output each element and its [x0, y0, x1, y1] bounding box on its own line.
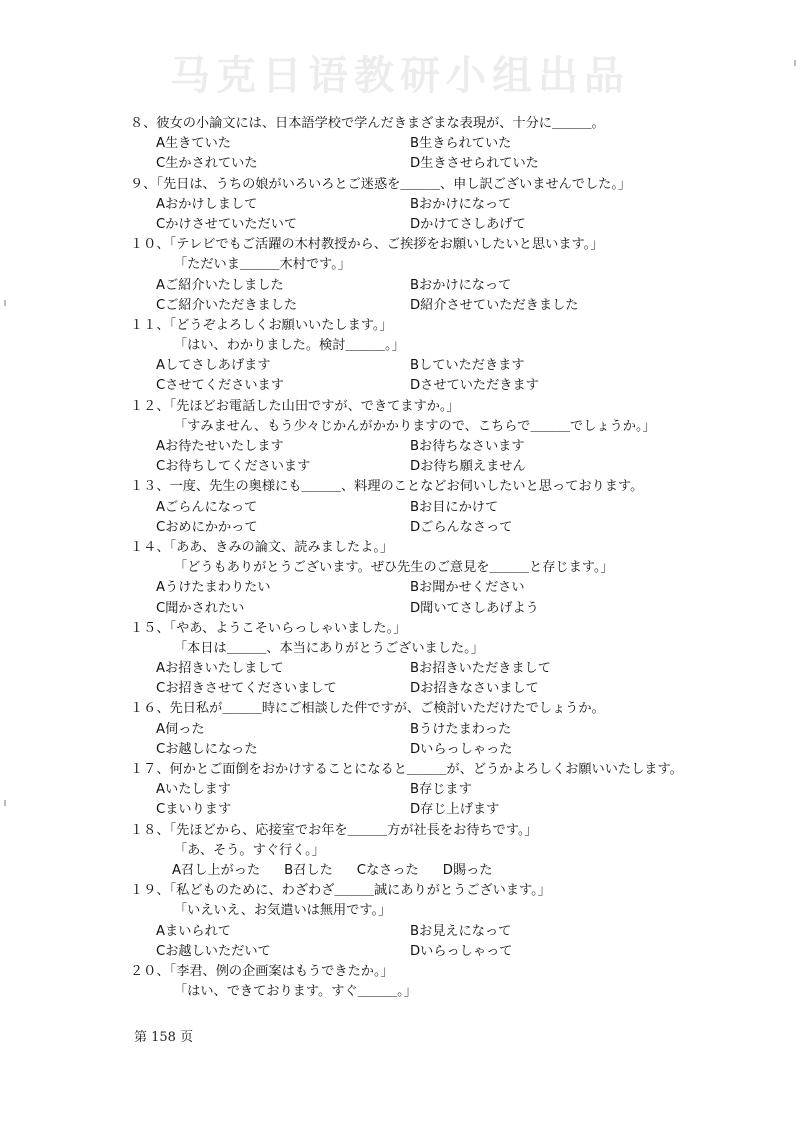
question-stem: １４、「ああ、きみの論文、読みましたよ。」 — [130, 539, 394, 555]
answer-option: Aいたします — [156, 782, 231, 798]
answer-option: A生きていた — [156, 136, 231, 152]
answer-option: Cお待ちしてくださいます — [156, 459, 311, 475]
option-row — [130, 800, 780, 820]
option-row — [130, 215, 780, 235]
answer-option: Cおめにかかって — [156, 519, 258, 535]
option-row — [130, 376, 780, 396]
answer-option: Bお待ちなさいます — [410, 439, 525, 454]
dialogue-reply: 「本日は＿＿＿、本当にありがとうございました。」 — [174, 640, 484, 656]
option-row — [130, 720, 780, 740]
option-row — [130, 296, 780, 316]
answer-option: Aご紹介いたしました — [156, 277, 284, 293]
answer-option: Cまいります — [156, 802, 232, 818]
answer-option: Cかけさせていただいて — [156, 216, 298, 232]
answer-option: Aうけたまわりたい — [156, 580, 271, 596]
answer-option: D聞いてさしあげよう — [410, 600, 539, 616]
option-row — [130, 659, 780, 679]
scan-mark — [4, 800, 6, 806]
dialogue-reply: 「どうもありがとうございます。ぜひ先生のご意見を＿＿＿と存じます。」 — [174, 560, 614, 576]
question-stem: １９、「私どものために、わざわざ＿＿＿誠にありがとうございます。」 — [130, 883, 551, 899]
answer-option: Bお目にかけて — [410, 499, 499, 515]
answer-option: D賜った — [442, 862, 493, 878]
answer-option: Bお招きいただきまして — [410, 661, 551, 677]
option-row — [130, 437, 780, 457]
answer-option: Cお越しになった — [156, 741, 258, 757]
answer-option: Aごらんになって — [156, 499, 258, 515]
option-row — [130, 518, 780, 538]
question-stem: １５、「やあ、ようこそいらっしゃいました。」 — [130, 620, 407, 636]
question-item — [130, 235, 780, 316]
answer-option: Bうけたまわった — [410, 721, 512, 737]
dialogue-reply: 「あ、そう。すぐ行く。」 — [174, 842, 325, 858]
answer-option: Bお見えになって — [410, 923, 512, 939]
question-item — [130, 477, 780, 538]
dialogue-reply: 「はい、わかりました。検討＿＿＿。」 — [174, 338, 405, 354]
question-stem: １６、先日私が＿＿＿時にご相談した件ですが、ご検討いただけたでしょうか。 — [130, 701, 605, 717]
question-item — [130, 821, 780, 882]
answer-option: A伺った — [156, 721, 205, 737]
answer-option: Cさせてくださいます — [156, 378, 284, 394]
answer-option: Dお待ち願えません — [410, 459, 526, 475]
question-stem: ２０、「李君、例の企画案はもうできたか。」 — [130, 963, 394, 979]
question-item — [130, 316, 780, 397]
question-item — [130, 114, 780, 175]
answer-option: Aしてさしあげます — [156, 358, 271, 374]
option-row — [130, 599, 780, 619]
answer-option: D紹介させていただきました — [410, 297, 579, 313]
question-item — [130, 699, 780, 760]
answer-option: Bしていただきます — [410, 358, 525, 374]
question-stem: １０、「テレビでもご活躍の木村教授から、ご挨拶をお願いしたいと思います。」 — [130, 237, 604, 253]
question-stem: １８、「先ほどから、応接室でお年を＿＿＿方が社長をお待ちです。」 — [130, 822, 538, 838]
question-stem: １３、一度、先生の奥様にも＿＿＿、料理のことなどお伺いしたいと思っております。 — [130, 479, 644, 495]
option-row — [130, 578, 780, 598]
answer-option: Dかけてさしあげて — [410, 216, 526, 232]
answer-option: Aお招きいたしまして — [156, 661, 284, 677]
answer-option: C聞かされたい — [156, 600, 245, 616]
answer-option: B生きられていた — [410, 136, 512, 152]
option-row — [130, 195, 780, 215]
answer-option: D存じ上げます — [410, 802, 500, 818]
answer-option: Cお招きさせてくださいまして — [156, 681, 337, 697]
option-row — [130, 498, 780, 518]
option-row — [130, 356, 780, 376]
answer-option: Aおかけしまして — [156, 196, 258, 212]
question-item — [130, 175, 780, 236]
answer-option: Cお越しいただいて — [156, 943, 271, 959]
dialogue-reply: 「すみません、もう少々じかんがかかりますので、こちらで＿＿＿でしょうか。」 — [174, 418, 656, 434]
answer-option: Dさせていただきます — [410, 378, 539, 394]
answer-option: Dごらんなさって — [410, 519, 513, 535]
answer-option: C生かされていた — [156, 156, 258, 172]
question-item — [130, 962, 780, 1002]
question-stem: １７、何かとご面倒をおかけすることになると＿＿＿が、どうかよろしくお願いいたします。 — [130, 762, 683, 777]
option-row — [130, 276, 780, 296]
answer-option: A召し上がった — [172, 862, 261, 878]
option-row — [130, 780, 780, 800]
question-item — [130, 538, 780, 619]
answer-option: Bおかけになって — [410, 277, 512, 293]
scan-mark — [794, 60, 796, 66]
option-row — [130, 154, 780, 174]
answer-option: Bお聞かせください — [410, 580, 525, 596]
watermark: 马克日语教研小组出品 — [170, 53, 630, 99]
question-item — [130, 397, 780, 478]
option-row — [130, 740, 780, 760]
option-row — [130, 922, 780, 942]
answer-option: D生きさせられていた — [410, 156, 539, 172]
answer-option: Aお待たせいたします — [156, 439, 284, 454]
answer-option: Dお招きなさいまして — [410, 681, 539, 697]
answer-option: B存じます — [410, 782, 472, 798]
page-number: 第 158 页 — [134, 1030, 194, 1045]
question-stem: １１、「どうぞよろしくお願いいたします。」 — [130, 317, 393, 333]
option-row — [130, 861, 780, 881]
answer-option: Cご紹介いただきました — [156, 297, 298, 313]
question-sheet — [130, 114, 780, 1002]
question-item — [130, 619, 780, 700]
answer-option: Dいらっしゃった — [410, 741, 513, 757]
answer-option: Dいらっしゃって — [410, 943, 513, 959]
question-stem: １２、「先ほどお電話した山田ですが、できてますか。」 — [130, 398, 460, 414]
option-row — [130, 457, 780, 477]
dialogue-reply: 「はい、できております。すぐ＿＿＿。」 — [174, 984, 417, 1000]
scan-mark — [4, 300, 6, 306]
dialogue-reply: 「いえいえ、お気遣いは無用です。」 — [174, 903, 392, 919]
option-row — [130, 679, 780, 699]
answer-option: Bおかけになって — [410, 196, 512, 212]
answer-option: Aまいられて — [156, 923, 231, 939]
question-stem: ８、彼女の小論文には、日本語学校で学んだきまざまな表現が、十分に＿＿＿。 — [130, 116, 605, 131]
question-stem: ９、「先日は、うちの娘がいろいろとご迷惑を＿＿＿、申し訳ございませんでした。」 — [130, 176, 632, 192]
question-item — [130, 760, 780, 821]
question-item — [130, 881, 780, 962]
option-row — [130, 942, 780, 962]
option-row — [130, 134, 780, 154]
answer-option: Cなさった — [356, 862, 419, 878]
answer-option: B召した — [284, 862, 333, 878]
dialogue-reply: 「ただいま＿＿＿木村です。」 — [174, 257, 351, 273]
